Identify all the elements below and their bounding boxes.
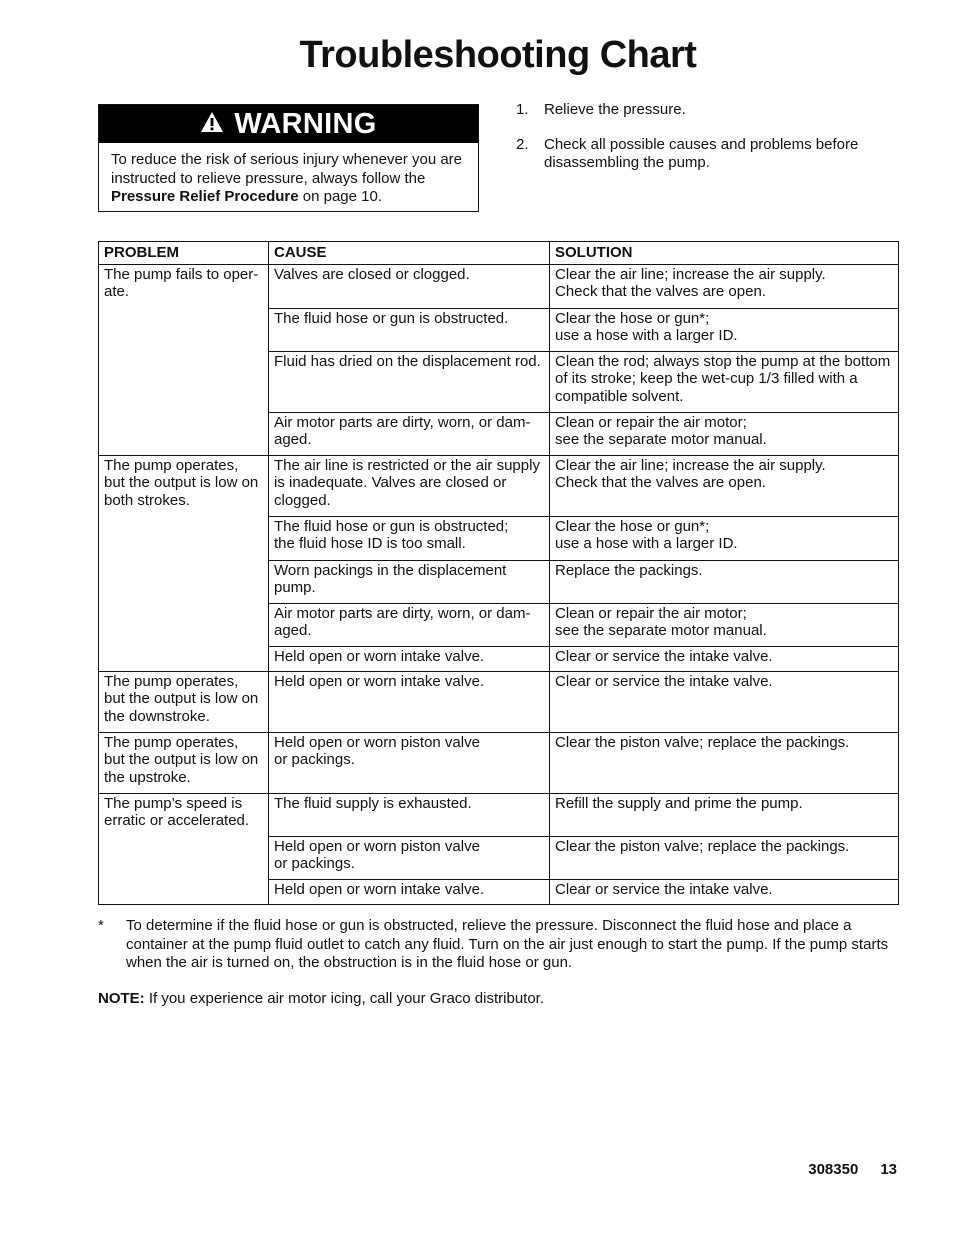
solution-cell: Replace the packings. bbox=[550, 561, 899, 604]
footnote bbox=[98, 917, 898, 973]
table-row bbox=[99, 733, 899, 794]
column-header-problem: PROBLEM bbox=[99, 242, 269, 265]
solution-cell: Clear the piston valve; replace the packings. bbox=[550, 837, 899, 880]
cause-cell: Valves are closed or clogged. bbox=[269, 265, 550, 309]
cause-cell: Held open or worn intake valve. bbox=[269, 880, 550, 905]
cause-cell: Fluid has dried on the displacement rod. bbox=[269, 352, 550, 413]
cause-cell: Air motor parts are dirty, worn, or dam-aged. bbox=[269, 413, 550, 456]
problem-cell: The pump operates, but the output is low on the downstroke. bbox=[99, 672, 269, 733]
warning-box bbox=[98, 104, 479, 212]
cause-cell: The fluid supply is exhausted. bbox=[269, 794, 550, 837]
solution-cell: Clear or service the intake valve. bbox=[550, 672, 899, 733]
cause-cell: The fluid hose or gun is obstructed. bbox=[269, 309, 550, 352]
procedure-steps bbox=[516, 101, 896, 189]
cause-cell: The air line is restricted or the air supply is inadequate. Valves are closed or clogged. bbox=[269, 456, 550, 517]
footnote-mark: * bbox=[98, 917, 104, 934]
page-number: 13 bbox=[880, 1161, 897, 1178]
note-label: NOTE: bbox=[98, 990, 145, 1007]
solution-cell: Clear or service the intake valve. bbox=[550, 880, 899, 905]
table-row bbox=[99, 672, 899, 733]
solution-cell: Clear the hose or gun*; use a hose with a larger ID. bbox=[550, 309, 899, 352]
document-number: 308350 bbox=[808, 1161, 859, 1178]
column-header-solution: SOLUTION bbox=[550, 242, 899, 265]
cause-cell: Worn packings in the displacement pump. bbox=[269, 561, 550, 604]
table-row bbox=[99, 265, 899, 309]
solution-cell: Clear or service the intake valve. bbox=[550, 647, 899, 672]
cause-cell: Held open or worn piston valve or packings. bbox=[269, 837, 550, 880]
note bbox=[98, 990, 898, 1007]
step-number: 1. bbox=[516, 101, 529, 118]
step-text: Relieve the pressure. bbox=[544, 101, 686, 118]
table-header-row bbox=[99, 242, 899, 265]
solution-cell: Refill the supply and prime the pump. bbox=[550, 794, 899, 837]
solution-cell: Clear the air line; increase the air supply. Check that the valves are open. bbox=[550, 456, 899, 517]
cause-cell: Held open or worn intake valve. bbox=[269, 647, 550, 672]
step-number: 2. bbox=[516, 136, 529, 153]
cause-cell: Held open or worn intake valve. bbox=[269, 672, 550, 733]
warning-triangle-icon bbox=[200, 111, 224, 138]
footnote-text: To determine if the fluid hose or gun is obstructed, relieve the pressure. Disconnect the fluid hose and place a container at the pump fluid outlet to catch any fluid. Turn on the air just enough to start the pump. If the pump starts when the air is turned on, the obstruction is in the fluid hose or gun. bbox=[126, 917, 889, 971]
note-text: If you experience air motor icing, call your Graco distributor. bbox=[144, 990, 545, 1007]
solution-cell: Clear the piston valve; replace the packings. bbox=[550, 733, 899, 794]
page-title: Troubleshooting Chart bbox=[299, 34, 697, 76]
step-item bbox=[516, 136, 896, 172]
cause-cell: Held open or worn piston valve or packings. bbox=[269, 733, 550, 794]
problem-cell: The pump’s speed is erratic or accelerated. bbox=[99, 794, 269, 905]
table-row bbox=[99, 794, 899, 837]
solution-cell: Clean the rod; always stop the pump at the bottom of its stroke; keep the wet-cup 1/3 filled with a compatible solvent. bbox=[550, 352, 899, 413]
table-row bbox=[99, 456, 899, 517]
column-header-cause: CAUSE bbox=[269, 242, 550, 265]
table-body bbox=[99, 265, 899, 905]
pressure-relief-procedure-ref: Pressure Relief Procedure bbox=[111, 188, 299, 205]
warning-header bbox=[99, 105, 478, 143]
step-item bbox=[516, 101, 896, 119]
problem-cell: The pump operates, but the output is low on the upstroke. bbox=[99, 733, 269, 794]
step-text: Check all possible causes and problems before disassembling the pump. bbox=[544, 136, 859, 171]
page-footer bbox=[808, 1161, 897, 1178]
warning-text bbox=[99, 143, 478, 207]
warning-text-start: To reduce the risk of serious injury whenever you are instructed to relieve pressure, always follow the bbox=[111, 151, 463, 187]
problem-cell: The pump operates, but the output is low on both strokes. bbox=[99, 456, 269, 672]
troubleshooting-table bbox=[98, 241, 899, 905]
solution-cell: Clear the hose or gun*; use a hose with a larger ID. bbox=[550, 517, 899, 561]
cause-cell: Air motor parts are dirty, worn, or dam-aged. bbox=[269, 604, 550, 647]
problem-cell: The pump fails to oper-ate. bbox=[99, 265, 269, 456]
warning-text-end: on page 10. bbox=[298, 188, 383, 205]
solution-cell: Clean or repair the air motor; see the separate motor manual. bbox=[550, 604, 899, 647]
warning-label: WARNING bbox=[234, 107, 377, 140]
solution-cell: Clear the air line; increase the air supply. Check that the valves are open. bbox=[550, 265, 899, 309]
solution-cell: Clean or repair the air motor; see the separate motor manual. bbox=[550, 413, 899, 456]
cause-cell: The fluid hose or gun is obstructed; the fluid hose ID is too small. bbox=[269, 517, 550, 561]
